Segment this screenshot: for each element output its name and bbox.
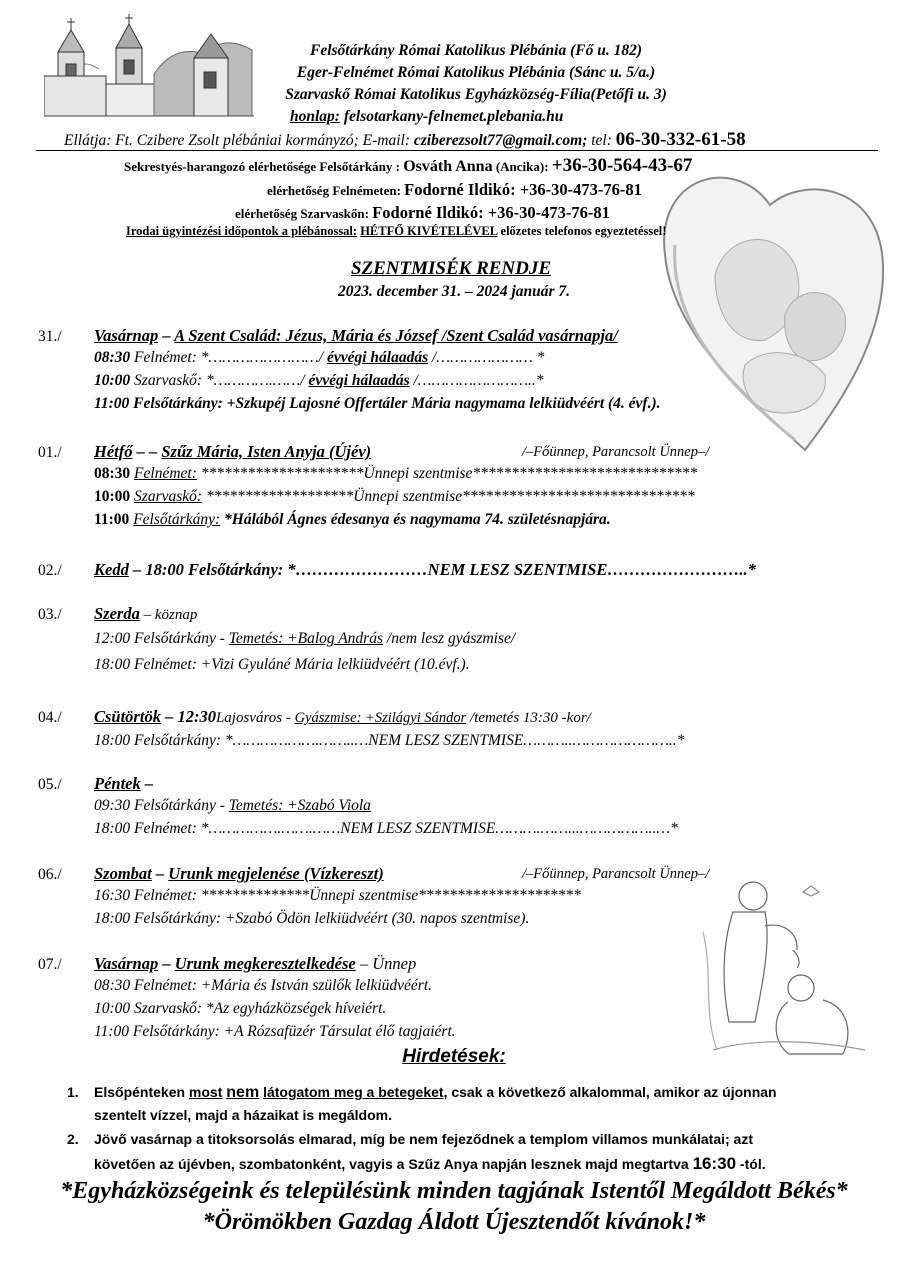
mass-text: – 18:00 Felsőtárkány: *……………………NEM LESZ SZENTMISE……………………..* — [128, 560, 756, 579]
text: -tól. — [736, 1156, 766, 1172]
mass-line — [94, 465, 697, 483]
announcement-number: 1. — [67, 1084, 79, 1100]
day-number: 05./ — [38, 776, 62, 793]
day-name: Vasárnap — [94, 954, 159, 973]
announcements-title: Hirdetések: — [402, 1046, 506, 1067]
mass-time: 08:30 — [94, 349, 135, 366]
feast-name: Urunk megjelenése (Vízkereszt) — [168, 864, 384, 883]
text: most — [188, 1084, 223, 1100]
day-rank: – köznap — [139, 607, 198, 623]
mass-place: Szarvaskő: — [134, 488, 203, 505]
sacristan-name: Osváth Anna — [403, 158, 493, 175]
feast-name: Szűz Mária, Isten Anyja (Újév) — [161, 442, 372, 461]
mass-time: 10:00 — [94, 372, 135, 389]
homepage-link[interactable]: felsotarkany-felnemet.plebania.hu — [343, 108, 564, 125]
mass-time: 08:30 — [94, 465, 135, 482]
dash: – — [158, 326, 175, 345]
tel-value: 06-30-332-61-58 — [615, 129, 746, 150]
day-heading — [94, 774, 153, 794]
mass-line: 18:00 Felnémet: *…………….…….……NEM LESZ SZENTMISE……….……...……………..…* — [94, 820, 678, 837]
mass-place: Lajosváros - — [215, 710, 295, 726]
day-name: Szerda — [94, 604, 140, 623]
dash: – – — [132, 442, 162, 461]
mass-line: 11:00 Felsőtárkány: +A Rózsafüzér Társulat élő tagjaiért. — [94, 1023, 456, 1040]
sacristan-nick: (Ancika): — [495, 159, 549, 174]
parish-line-3: Szarvaskő Római Katolikus Egyházközség-Fília(Petőfi u. 3) — [285, 86, 667, 103]
announcement-2-line-2 — [94, 1154, 766, 1174]
day-name: Csütörtök — [94, 707, 161, 726]
baptism-illustration — [693, 872, 868, 1057]
mass-line: 08:30 Felnémet: +Mária és István szülők lelkiüdvéért. — [94, 977, 433, 994]
felnemet-contact-value: Fodorné Ildikó: +36-30-473-76-81 — [404, 180, 642, 199]
church-illustration — [44, 14, 254, 122]
announcement-1-line-2: szentelt vízzel, majd a házaikat is megáldom. — [94, 1107, 392, 1123]
mass-text: *******************Ünnepi szentmise****************************** — [202, 488, 695, 505]
mass-time: 10:00 — [94, 488, 135, 505]
mass-line — [94, 488, 695, 506]
sacristan-label: Sekrestyés-harangozó elérhetősége Felsőtárkány : — [124, 159, 400, 174]
office-label: Irodai ügyintézési időpontok a plébánossal: — [126, 224, 358, 238]
mass-time: 11:00 — [94, 511, 134, 528]
funeral-name: Gyászmise: +Szilágyi Sándor — [294, 710, 467, 726]
parish-line-1: Felsőtárkány Római Katolikus Plébánia (Fő u. 182) — [310, 42, 642, 59]
mass-text: 12:00 Felsőtárkány - — [94, 630, 229, 647]
homepage-label: honlap: — [290, 108, 340, 125]
szarvasko-contact-value: Fodorné Ildikó: +36-30-473-76-81 — [372, 203, 610, 222]
day-number: 04./ — [38, 709, 62, 726]
sacristan-phone: +36-30-564-43-67 — [551, 155, 693, 176]
day-number: 06./ — [38, 866, 62, 883]
feast-name: A Szent Család: Jézus, Mária és József /Szent Család vasárnapja/ — [174, 326, 618, 345]
office-tail: előzetes telefonos egyeztetéssel! — [500, 224, 667, 238]
mass-place: Felsőtárkány: — [133, 511, 221, 528]
mass-line: 16:30 Felnémet: **************Ünnepi szentmise********************* — [94, 887, 581, 904]
day-heading — [94, 707, 591, 727]
mass-line: 11:00 Felsőtárkány: +Szkupéj Lajosné Offertáler Mária nagymama lelkiüdvéért (4. évf.). — [94, 395, 661, 412]
announcement-2-line-1: Jövő vasárnap a titoksorsolás elmarad, míg be nem fejeződnek a templom villamos munkálatai; azt — [94, 1131, 753, 1147]
mass-line: 18:00 Felnémet: +Vizi Gyuláné Mária lelkiüdvéért (10.évf.). — [94, 656, 470, 673]
feast-name: Urunk megkeresztelkedése — [174, 954, 356, 973]
sacristan-row — [124, 155, 692, 177]
mass-intent: évvégi hálaadás — [308, 372, 410, 389]
feast-rank: /–Főünnep, Parancsolt Ünnep–/ — [522, 866, 710, 882]
text: Elsőpénteken — [94, 1084, 189, 1100]
text: követően az újévben, szombatonként, vagyis a Szűz Anya napján lesznek majd megtartva — [94, 1156, 693, 1172]
felnemet-contact-row — [267, 180, 642, 200]
mass-text: 09:30 Felsőtárkány - — [94, 797, 229, 814]
day-number: 31./ — [38, 328, 62, 345]
text: látogatom meg a betegeket — [263, 1084, 444, 1100]
closing-wish-1: *Egyházközségeink és településünk minden tagjának Istentől Megáldott Békés* — [60, 1178, 848, 1204]
mass-time: – 12:30 — [160, 707, 216, 726]
parish-line-2: Eger-Felnémet Római Katolikus Plébánia (Sánc u. 5/a.) — [296, 64, 656, 81]
mass-line — [94, 372, 544, 390]
szarvasko-contact-label: elérhetőség Szarvaskőn: — [235, 206, 369, 221]
day-rank: – Ünnep — [355, 954, 417, 973]
mass-text: Felnémet: *……………………/ — [134, 349, 327, 366]
text: nem — [226, 1084, 260, 1101]
day-heading — [94, 864, 384, 884]
text: , csak a következő alkalommal, amikor az újonnan — [443, 1084, 777, 1100]
day-name: Kedd — [94, 560, 129, 579]
day-heading — [94, 954, 416, 974]
mass-line: 18:00 Felsőtárkány: +Szabó Ödön lelkiüdvéért (30. napos szentmise). — [94, 910, 530, 927]
mass-text: /……………………..* — [409, 372, 544, 389]
care-text: Ellátja: Ft. Czibere Zsolt plébániai kormányzó; E-mail: — [64, 132, 410, 149]
mass-line — [94, 630, 515, 648]
dash: – — [158, 954, 175, 973]
mass-line — [94, 511, 611, 529]
announcement-1-line-1 — [94, 1084, 777, 1102]
closing-wish-2: *Örömökben Gazdag Áldott Újesztendőt kívánok!* — [202, 1209, 706, 1235]
homepage-row — [290, 108, 563, 126]
felnemet-contact-label: elérhetőség Felnémeten: — [267, 183, 401, 198]
day-heading — [94, 604, 197, 624]
day-heading — [94, 442, 371, 462]
day-name: Hétfő — [94, 442, 133, 461]
mass-line — [94, 349, 544, 367]
mass-place: Felnémet: — [134, 465, 197, 482]
mass-line — [94, 797, 371, 815]
mass-line: 18:00 Felsőtárkány: *……………….……..…NEM LESZ SZENTMISE………..…………………..* — [94, 732, 685, 749]
dash: – — [151, 864, 169, 883]
care-row — [64, 129, 746, 151]
szarvasko-contact-row — [235, 203, 610, 223]
mass-text: Szarvaskő: *………….……/ — [134, 372, 309, 389]
feast-rank: /–Főünnep, Parancsolt Ünnep–/ — [522, 444, 710, 460]
holy-family-image — [655, 165, 885, 455]
mass-text: /temetés 13:30 -kor/ — [466, 710, 591, 726]
day-number: 03./ — [38, 606, 62, 623]
text: 16:30 — [692, 1154, 737, 1173]
header-divider — [36, 150, 878, 151]
day-number: 01./ — [38, 444, 62, 461]
announcement-number: 2. — [67, 1131, 79, 1147]
day-heading — [94, 326, 618, 346]
mass-text: *********************Ünnepi szentmise***************************** — [196, 465, 698, 482]
funeral-name: Temetés: +Balog András — [228, 630, 384, 647]
day-heading — [94, 560, 756, 580]
funeral-name: Temetés: +Szabó Viola — [228, 797, 371, 814]
tel-label: tel: — [591, 132, 612, 149]
mass-intent: évvégi hálaadás — [326, 349, 429, 366]
schedule-period: 2023. december 31. – 2024 január 7. — [337, 283, 571, 300]
day-name: Vasárnap — [94, 326, 159, 345]
email-link[interactable]: cziberezsolt77@gmail.com; — [413, 132, 588, 149]
day-number: 07./ — [38, 956, 62, 973]
office-hours-row — [126, 224, 666, 239]
schedule-title: SZENTMISÉK RENDJE — [350, 258, 552, 279]
office-day: HÉTFŐ KIVÉTELÉVEL — [360, 224, 498, 238]
day-number: 02./ — [38, 562, 62, 579]
mass-text: /nem lesz gyászmise/ — [383, 630, 516, 647]
day-name: Péntek — [94, 774, 141, 793]
mass-line: 10:00 Szarvaskő: *Az egyházközségek híveiért. — [94, 1000, 387, 1017]
mass-text: /………………… * — [428, 349, 545, 366]
mass-text: *Hálából Ágnes édesanya és nagymama 74. születésnapjára. — [220, 511, 611, 528]
dash: – — [140, 774, 154, 793]
day-name: Szombat — [94, 864, 152, 883]
